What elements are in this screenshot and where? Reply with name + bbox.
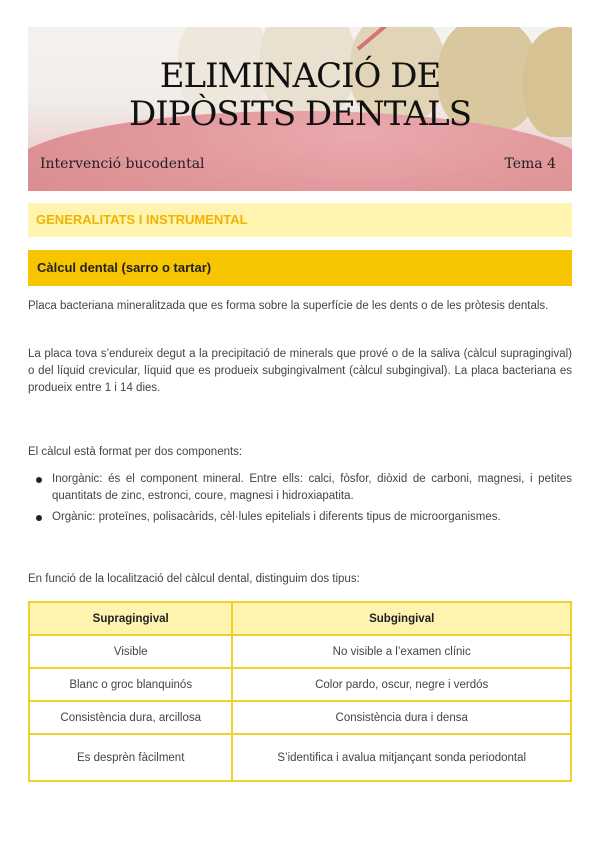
table-cell: Consistència dura i densa <box>232 701 571 734</box>
table-header-row <box>29 602 571 635</box>
table-cell: Visible <box>29 635 232 668</box>
paragraph-components-intro: El càlcul està format per dos components: <box>28 446 243 458</box>
list-item: Inorgànic: és el component mineral. Entre ells: calci, fòsfor, diòxid de carboni, magnesi, i petites quantitats de zinc, estronci, coure, magnesi i hidroxiapatita. <box>28 471 572 505</box>
section-title: GENERALITATS I INSTRUMENTAL <box>36 212 248 227</box>
list-item: Orgànic: proteïnes, polisacàrids, cèl·lules epitelials i diferents tipus de microorganismes. <box>28 509 572 526</box>
paragraph-formation: La placa tova s’endureix degut a la precipitació de minerals que prové o de la saliva (càlcul supragingival) o del líquid crevicular, líquid que es produeix subgingivalment (càlcul subgingival). La placa bacteriana es produeix entre 1 i 14 dies. <box>28 348 572 394</box>
table-row <box>29 635 571 668</box>
subsection-heading <box>28 250 572 286</box>
table-row <box>29 668 571 701</box>
table-cell: Blanc o groc blanquinós <box>29 668 232 701</box>
table-cell: Consistència dura, arcillosa <box>29 701 232 734</box>
table-cell: Es desprèn fàcilment <box>29 734 232 781</box>
title-line-2: DIPÒSITS DENTALS <box>128 94 471 134</box>
subject-label: Intervenció bucodental <box>40 156 205 172</box>
page-title <box>28 57 572 133</box>
table-cell: No visible a l’examen clínic <box>232 635 571 668</box>
section-heading <box>28 203 572 237</box>
title-line-1: ELIMINACIÓ DE <box>159 56 441 96</box>
components-list <box>28 471 572 530</box>
tema-label: Tema 4 <box>504 156 556 172</box>
table-cell: S’identifica i avalua mitjançant sonda periodontal <box>232 734 571 781</box>
header-banner <box>28 27 572 191</box>
table-cell: Color pardo, oscur, negre i verdós <box>232 668 571 701</box>
table-row <box>29 701 571 734</box>
header-subgingival: Subgingival <box>232 602 571 635</box>
paragraph-definition: Placa bacteriana mineralitzada que es forma sobre la superfície de les dents o de les pròtesis dentals. <box>28 300 549 312</box>
subsection-title: Càlcul dental (sarro o tartar) <box>37 260 212 275</box>
header-supragingival: Supragingival <box>29 602 232 635</box>
table-row <box>29 734 571 781</box>
paragraph-types-intro: En funció de la localització del càlcul dental, distinguim dos tipus: <box>28 573 360 585</box>
calculus-comparison-table <box>28 601 572 782</box>
